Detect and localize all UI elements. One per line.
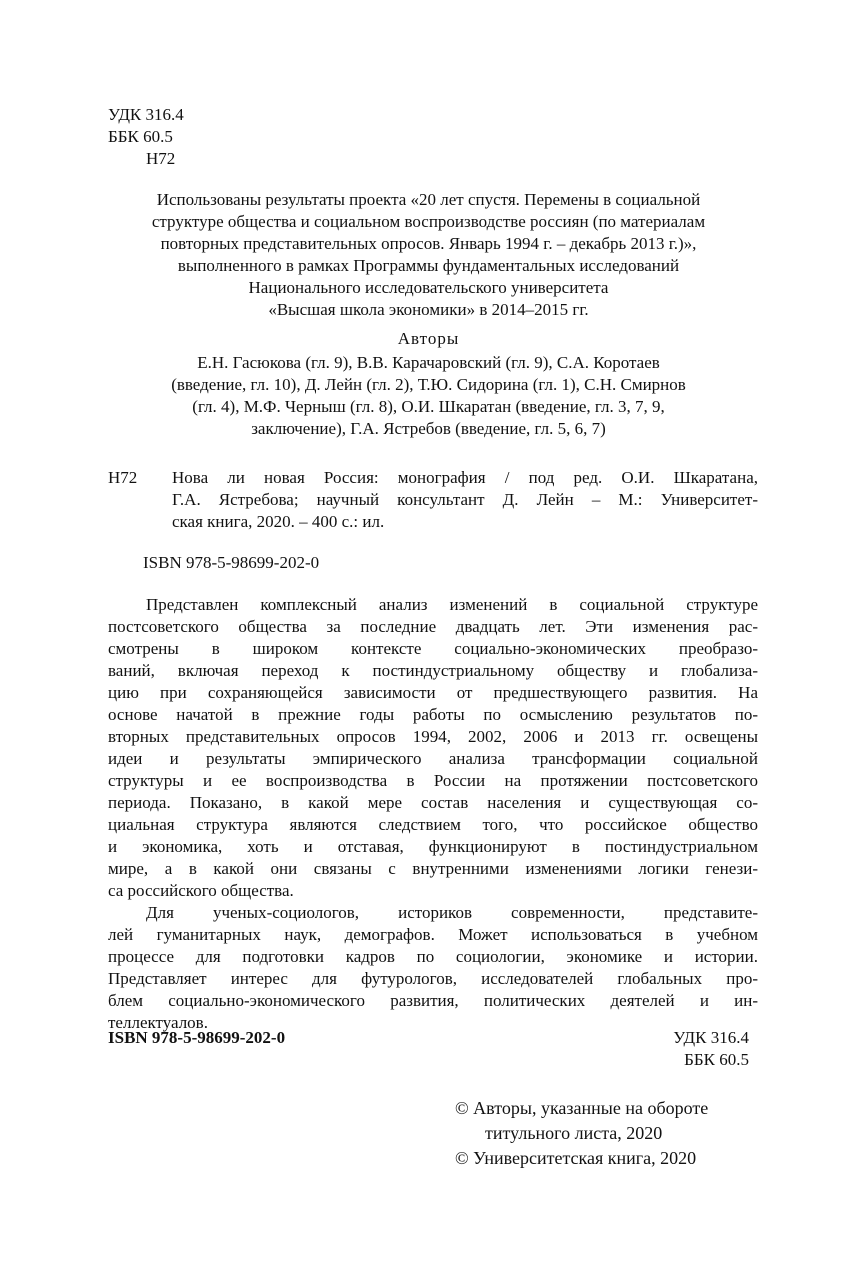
abstract-line: идеи и результаты эмпирического анализа трансформации социальной	[108, 749, 758, 768]
udk-code: УДК 316.4	[108, 105, 184, 124]
abstract	[108, 594, 758, 1034]
abstract-line: лей гуманитарных наук, демографов. Может использоваться в учебном	[108, 925, 758, 944]
footer-bbk: ББК 60.5	[684, 1050, 749, 1069]
bibliographic-line: Г.А. Ястребова; научный консультант Д. Лейн – М.: Университет-	[172, 490, 758, 509]
abstract-line: мире, а в какой они связаны с внутренними изменениями логики генези-	[108, 859, 758, 878]
isbn-line: ISBN 978-5-98699-202-0	[143, 553, 320, 572]
classification-block	[108, 104, 184, 170]
abstract-line: вторных представительных опросов 1994, 2002, 2006 и 2013 гг. освещены	[108, 727, 758, 746]
abstract-line: цию при сохраняющейся зависимости от предшествующего развития. На	[108, 683, 758, 702]
abstract-line: са российского общества.	[108, 881, 294, 900]
project-note-line: структуре общества и социальном воспроизводстве россиян (по материалам	[151, 212, 706, 231]
abstract-line: периода. Показано, в какой мере состав населения и существующая со-	[108, 793, 758, 812]
project-note	[100, 189, 757, 321]
authors-heading: Авторы	[397, 329, 460, 348]
bibliographic-code: Н72	[108, 468, 138, 487]
copyright-publisher: © Университетская книга, 2020	[455, 1148, 697, 1168]
abstract-line: смотрены в широком контексте социально-экономических преобразо-	[108, 639, 758, 658]
project-note-line: повторных представительных опросов. Январь 1994 г. – декабрь 2013 г.)»,	[160, 234, 697, 253]
abstract-line: Представляет интерес для футурологов, исследователей глобальных про-	[108, 969, 758, 988]
project-note-line: выполненного в рамках Программы фундаментальных исследований	[177, 256, 680, 275]
authors-line: Е.Н. Гасюкова (гл. 9), В.В. Карачаровский (гл. 9), С.А. Коротаев	[197, 353, 660, 372]
footer-udk: УДК 316.4	[673, 1028, 749, 1047]
copyright-authors: © Авторы, указанные на обороте	[455, 1098, 709, 1118]
authors-block	[100, 328, 757, 440]
authors-line: (введение, гл. 10), Д. Лейн (гл. 2), Т.Ю. Сидорина (гл. 1), С.Н. Смирнов	[171, 375, 686, 394]
abstract-line: постсоветского общества за последние двадцать лет. Эти изменения рас-	[108, 617, 758, 636]
abstract-line: ваний, включая переход к постиндустриальному обществу и глобализа-	[108, 661, 758, 680]
bbk-code: ББК 60.5	[108, 127, 173, 146]
bibliographic-line: Нова ли новая Россия: монография / под ред. О.И. Шкаратана,	[172, 468, 758, 487]
abstract-line: блем социально-экономического развития, политических деятелей и ин-	[108, 991, 758, 1010]
project-note-line: «Высшая школа экономики» в 2014–2015 гг.	[268, 300, 589, 319]
abstract-line: циальная структура являются следствием того, что российское общество	[108, 815, 758, 834]
author-code: Н72	[146, 149, 176, 168]
bibliographic-line: ская книга, 2020. – 400 с.: ил.	[172, 512, 385, 531]
isbn-bold: ISBN 978-5-98699-202-0	[108, 1028, 286, 1047]
project-note-line: Национального исследовательского университета	[248, 278, 609, 297]
footer-classification	[673, 1027, 749, 1071]
abstract-line: процессе для подготовки кадров по социологии, экономике и истории.	[108, 947, 758, 966]
copyright-block	[455, 1097, 765, 1172]
abstract-line: и экономика, хоть и отставая, функционируют в постиндустриальном	[108, 837, 758, 856]
copyright-authors-cont: титульного листа, 2020	[485, 1123, 663, 1143]
abstract-line: структуры и ее воспроизводства в России на протяжении постсоветского	[108, 771, 758, 790]
abstract-line: Представлен комплексный анализ изменений в социальной структуре	[146, 595, 758, 614]
abstract-line: основе начатой в прежние годы работы по осмыслению результатов по-	[108, 705, 758, 724]
abstract-line: Для ученых-социологов, историков современности, представите-	[146, 903, 758, 922]
project-note-line: Использованы результаты проекта «20 лет спустя. Перемены в социальной	[156, 190, 701, 209]
authors-line: заключение), Г.А. Ястребов (введение, гл. 5, 6, 7)	[251, 419, 606, 438]
abstract-line: теллектуалов.	[108, 1013, 208, 1032]
authors-line: (гл. 4), М.Ф. Черныш (гл. 8), О.И. Шкаратан (введение, гл. 3, 7, 9,	[192, 397, 665, 416]
